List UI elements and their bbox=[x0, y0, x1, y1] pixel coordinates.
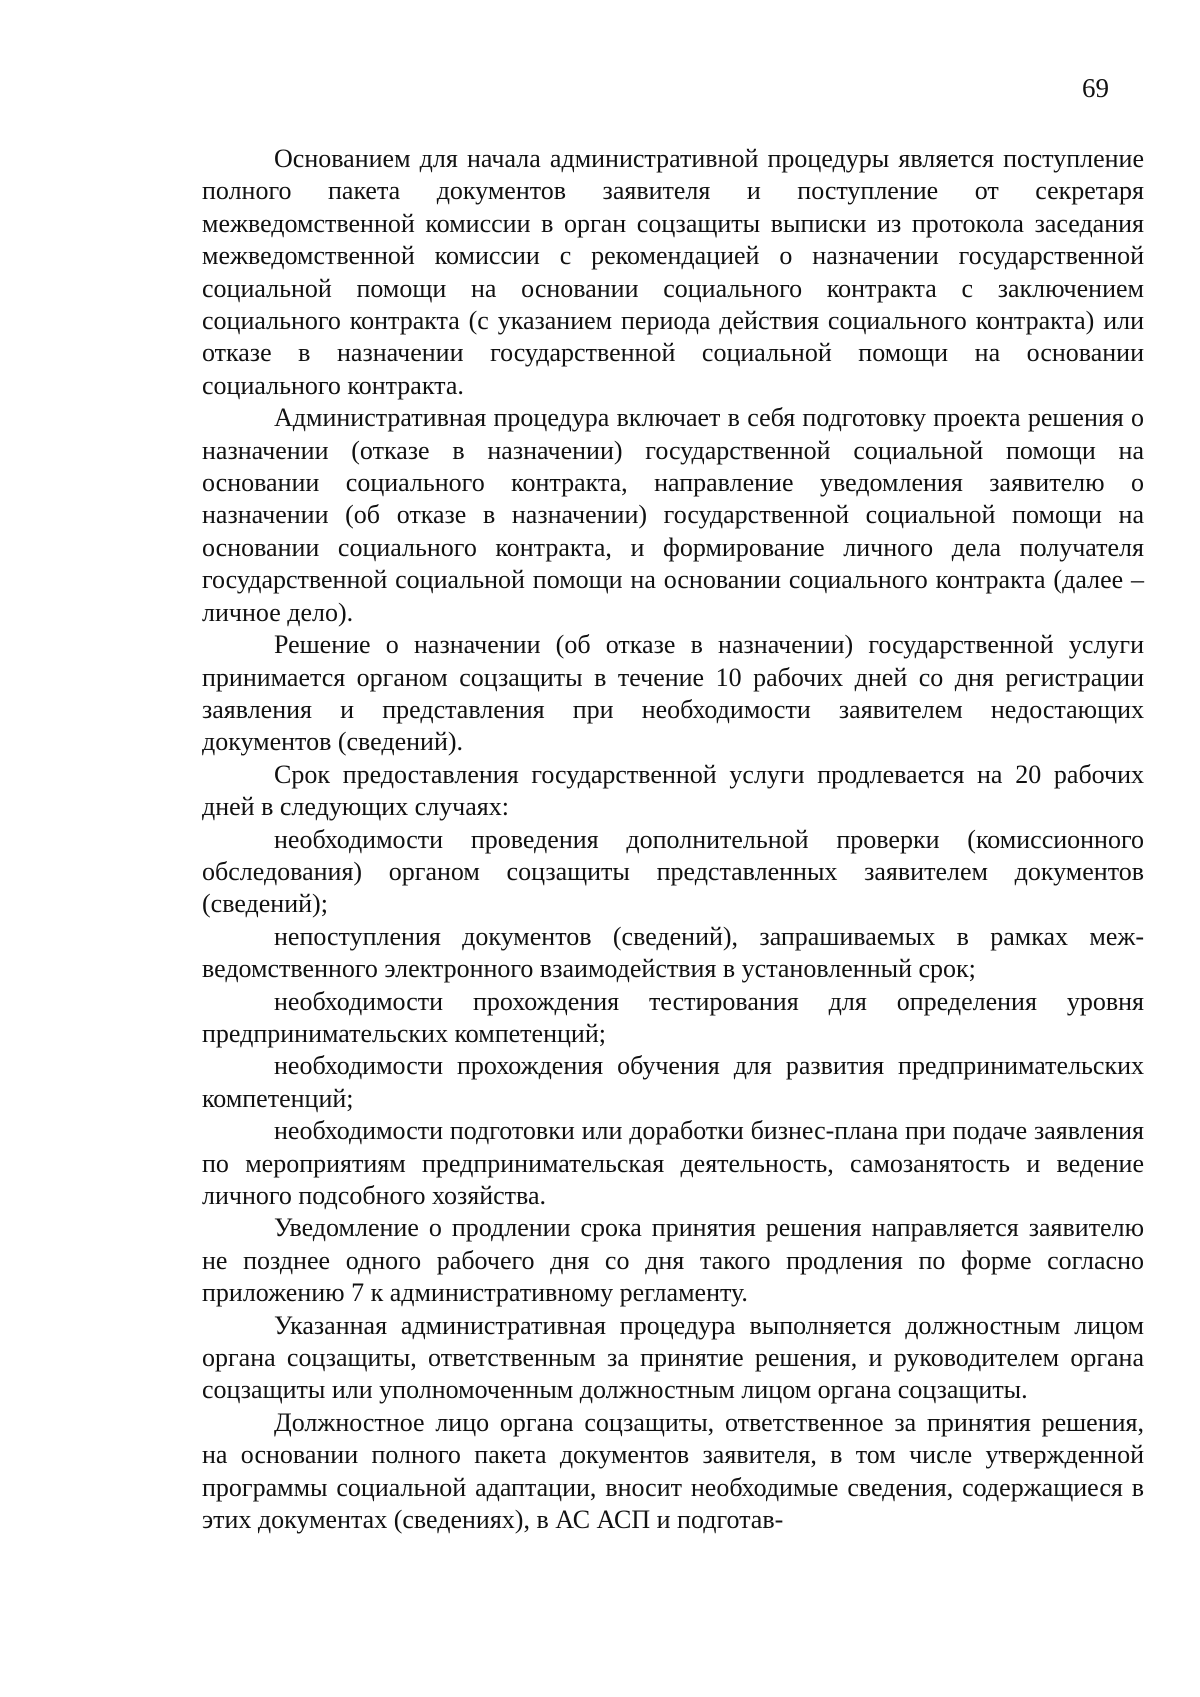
paragraph-official-actions: Должностное лицо органа соцзащиты, ответственное за принятия решения, на основании полного пакета документов заявителя, в том числе утвержденной программы социальной адаптации, вносит необходимые сведения, содержащиеся в этих документах (сведениях), в АС АСП и подготав- bbox=[202, 1407, 1144, 1535]
page-number: 69 bbox=[1082, 73, 1109, 103]
paragraph-responsible-officials: Указанная административная процедура выполняется должностным лицом органа соцзащиты, ответственным за принятие решения, и руководителем органа соцзащиты или уполномоченным должностным лицом органа соцзащиты. bbox=[202, 1310, 1144, 1405]
list-item-testing: необходимости прохождения тестирования для определения уровня предпринимательских компетенций; bbox=[202, 986, 1144, 1048]
document-body bbox=[202, 143, 1144, 1536]
paragraph-procedure-scope: Административная процедура включает в себя подготовку проекта решения о назначении (отказе в назначении) государственной социальной помощи на основании социального контракта, направление уведомления заявителю о назначении (об отказе в назначении) государственной социальной помощи на основании социального контракта, и формирование личного дела получателя государственной социальной помощи на основании социального контракта (далее – личное дело). bbox=[202, 403, 1144, 627]
paragraph-basis: Основанием для начала административной процедуры является поступление полного пакета документов заявителя и поступление от секретаря межведомственной комиссии в орган соцзащиты выписки из протокола заседания межведомственной комиссии с рекомендацией о назначении государственной социальной помощи на основании социального контракта с заключением социального контракта (с указанием периода действия социального контракта) или отказе в назначении государственной социальной помощи на основании социального контракта. bbox=[202, 144, 1144, 400]
paragraph-extension-notice: Уведомление о продлении срока принятия решения направляется заявителю не позднее одного рабочего дня со дня такого продления по форме согласно приложению 7 к административному регламенту. bbox=[202, 1213, 1144, 1308]
paragraph-extension-term: Срок предоставления государственной услуги продлевается на 20 рабочих дней в следующих случаях: bbox=[202, 759, 1144, 822]
list-item-additional-check: необходимости проведения дополнительной проверки (комиссионного обследования) органом соцзащиты представленных заявителем документов (сведений); bbox=[202, 824, 1144, 919]
list-item-training: необходимости прохождения обучения для развития предпринимательских компетенций; bbox=[202, 1051, 1144, 1113]
paragraph-decision-term: Решение о назначении (об отказе в назначении) государственной услуги принимается органом соцзащиты в течение 10 рабочих дней со дня регистрации заявления и представления при необходимости заявителем недостающих документов (сведений). bbox=[202, 630, 1144, 757]
list-item-documents-not-received: непоступления документов (сведений), запрашиваемых в рамках межведомственного электронного взаимодействия в установленный срок; bbox=[202, 921, 1144, 984]
list-item-business-plan: необходимости подготовки или доработки бизнес-плана при подаче заявления по мероприятиям предпринимательская деятельность, самозанятость и ведение личного подсобного хозяйства. bbox=[202, 1116, 1144, 1210]
